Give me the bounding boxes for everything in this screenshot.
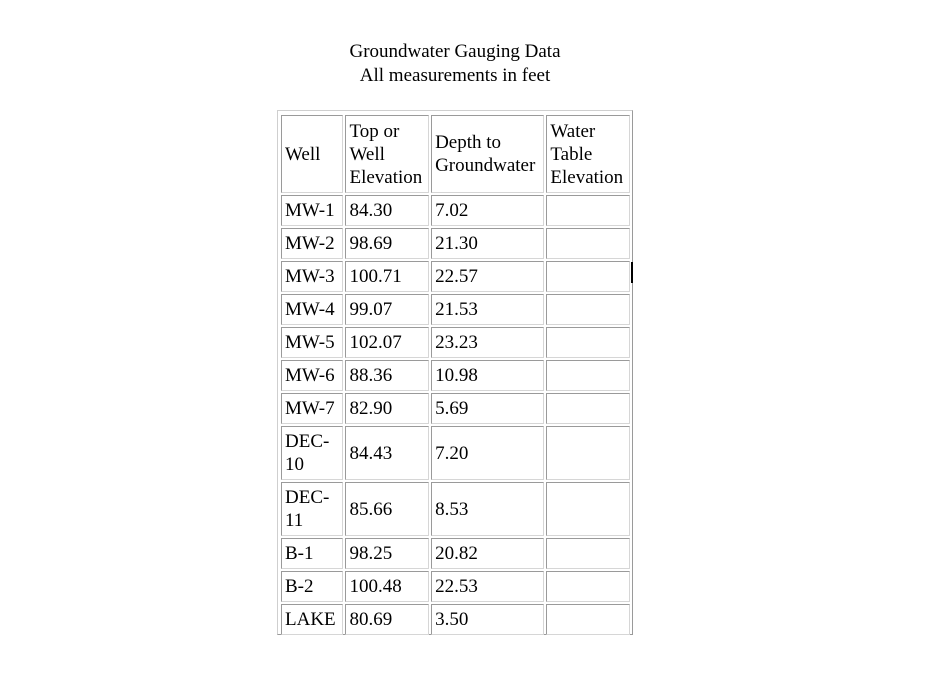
table-row (281, 228, 630, 259)
cell-well: DEC- 10 (281, 426, 343, 480)
cell-top-elevation: 85.66 (345, 482, 429, 536)
header-water-table-elevation: Water Table Elevation (546, 115, 630, 193)
cell-top-elevation: 99.07 (345, 294, 429, 325)
cell-depth: 3.50 (431, 604, 544, 635)
cell-water-table-elevation[interactable] (546, 538, 630, 569)
cell-depth: 21.53 (431, 294, 544, 325)
cell-well: MW-3 (281, 261, 343, 292)
cell-water-table-elevation[interactable] (546, 604, 630, 635)
table-header-row (281, 115, 630, 193)
cell-top-elevation: 100.48 (345, 571, 429, 602)
cell-well: DEC- 11 (281, 482, 343, 536)
table-row (281, 393, 630, 424)
document-subtitle: All measurements in feet (359, 65, 551, 86)
cell-top-elevation: 84.43 (345, 426, 429, 480)
cell-water-table-elevation[interactable] (546, 327, 630, 358)
cell-water-table-elevation[interactable] (546, 426, 630, 480)
cell-top-elevation: 100.71 (345, 261, 429, 292)
cell-top-elevation: 102.07 (345, 327, 429, 358)
gauging-table-frame (277, 110, 633, 635)
cell-water-table-elevation[interactable] (546, 228, 630, 259)
header-top-of-well-elevation: Top or Well Elevation (345, 115, 429, 193)
table-row (281, 482, 630, 536)
cell-depth: 7.02 (431, 195, 544, 226)
header-well: Well (281, 115, 343, 193)
cell-well: B-2 (281, 571, 343, 602)
cell-depth: 5.69 (431, 393, 544, 424)
cell-well: LAKE (281, 604, 343, 635)
gauging-table (279, 113, 632, 637)
header-depth-to-groundwater: Depth to Groundwater (431, 115, 544, 193)
document-title-block (0, 40, 910, 88)
cell-water-table-elevation[interactable] (546, 195, 630, 226)
text-cursor (631, 262, 633, 283)
table-row (281, 327, 630, 358)
cell-top-elevation: 88.36 (345, 360, 429, 391)
table-row (281, 426, 630, 480)
cell-depth: 23.23 (431, 327, 544, 358)
cell-well: MW-2 (281, 228, 343, 259)
table-row (281, 571, 630, 602)
cell-top-elevation: 80.69 (345, 604, 429, 635)
table-row (281, 294, 630, 325)
cell-top-elevation: 98.69 (345, 228, 429, 259)
table-row (281, 604, 630, 635)
cell-depth: 22.53 (431, 571, 544, 602)
cell-depth: 7.20 (431, 426, 544, 480)
cell-well: MW-7 (281, 393, 343, 424)
cell-well: MW-4 (281, 294, 343, 325)
table-row (281, 195, 630, 226)
cell-water-table-elevation[interactable] (546, 360, 630, 391)
cell-top-elevation: 82.90 (345, 393, 429, 424)
cell-well: B-1 (281, 538, 343, 569)
cell-water-table-elevation[interactable] (546, 571, 630, 602)
cell-water-table-elevation[interactable] (546, 261, 630, 292)
cell-water-table-elevation[interactable] (546, 294, 630, 325)
cell-depth: 22.57 (431, 261, 544, 292)
cell-depth: 8.53 (431, 482, 544, 536)
cell-water-table-elevation[interactable] (546, 393, 630, 424)
cell-top-elevation: 84.30 (345, 195, 429, 226)
cell-well: MW-5 (281, 327, 343, 358)
table-row (281, 261, 630, 292)
table-row (281, 538, 630, 569)
cell-water-table-elevation[interactable] (546, 482, 630, 536)
cell-well: MW-1 (281, 195, 343, 226)
cell-top-elevation: 98.25 (345, 538, 429, 569)
table-row (281, 360, 630, 391)
cell-depth: 10.98 (431, 360, 544, 391)
cell-depth: 21.30 (431, 228, 544, 259)
document-title: Groundwater Gauging Data (349, 41, 561, 62)
cell-well: MW-6 (281, 360, 343, 391)
cell-depth: 20.82 (431, 538, 544, 569)
